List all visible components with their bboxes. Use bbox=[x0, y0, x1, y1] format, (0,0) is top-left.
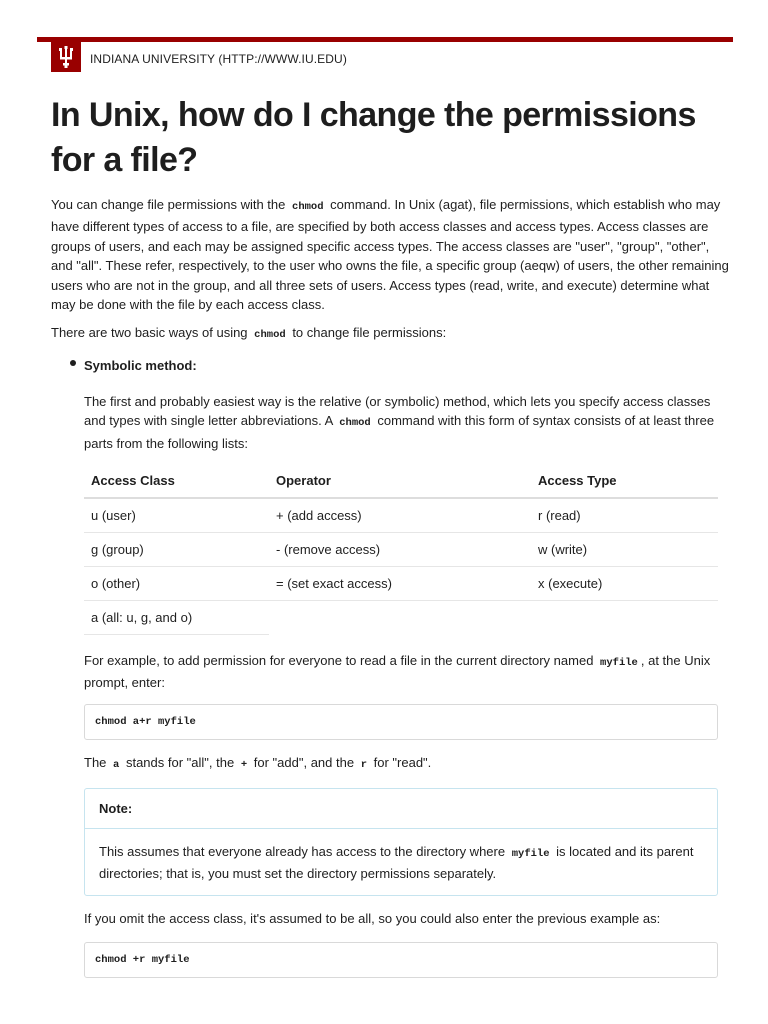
inline-code: chmod bbox=[254, 329, 286, 341]
inline-code: myfile bbox=[600, 657, 638, 669]
table-cell: + (add access) bbox=[269, 498, 531, 532]
symbolic-method-label: Symbolic method: bbox=[84, 358, 197, 373]
table-cell: a (all: u, g, and o) bbox=[84, 600, 269, 634]
iu-site-link[interactable]: INDIANA UNIVERSITY (HTTP://WWW.IU.EDU) bbox=[90, 52, 347, 66]
table-cell: = (set exact access) bbox=[269, 566, 531, 600]
code-block[interactable] bbox=[84, 704, 718, 740]
ways-paragraph: There are two basic ways of using chmod to change file permissions: bbox=[51, 325, 447, 341]
table-cell: r (read) bbox=[531, 498, 718, 532]
header-access-type: Access Type bbox=[531, 464, 718, 498]
code-command: chmod +r myfile bbox=[95, 954, 190, 966]
code-block[interactable] bbox=[84, 942, 718, 978]
header-operator: Operator bbox=[269, 464, 531, 498]
note-title: Note: bbox=[99, 801, 133, 816]
inline-code: + bbox=[240, 759, 248, 771]
table-cell: - (remove access) bbox=[269, 532, 531, 566]
note-header bbox=[85, 789, 717, 829]
table-header-row bbox=[84, 464, 718, 498]
inline-code: chmod bbox=[292, 201, 324, 213]
header-access-class: Access Class bbox=[84, 464, 269, 498]
inline-code: a bbox=[113, 759, 120, 771]
omit-paragraph: If you omit the access class, it's assumed to be all, so you could also enter the previous example as: bbox=[84, 911, 661, 926]
page-title: In Unix, how do I change the permissions for a file? bbox=[51, 96, 696, 179]
table-row bbox=[84, 498, 718, 532]
note-box bbox=[84, 788, 718, 896]
note-body: This assumes that everyone already has access to the directory where myfile is located and its parent directories; that is, you must set the directory permissions separately. bbox=[99, 844, 694, 882]
inline-code: r bbox=[360, 759, 368, 771]
table-cell: w (write) bbox=[531, 532, 718, 566]
table-cell: g (group) bbox=[84, 532, 269, 566]
symbolic-description: The first and probably easiest way is the relative (or symbolic) method, which lets you specify access classes and types with single letter abbreviations. A chmod command with this form of syntax consists of at least three parts from the following lists: bbox=[84, 394, 715, 451]
table-row bbox=[84, 600, 718, 634]
inline-code: chmod bbox=[339, 417, 371, 430]
intro-paragraph: You can change file permissions with the chmod command. In Unix (agat), file permissions, which establish who may have different types of access to a file, are specified by both access classes and access types. Access classes are groups of users, and each may be assigned specific access types. The access classes are "user", "group", "other", and "all". These refer, respectively, to the user who owns the file, a specific group (aeqw) of users, the other remaining users who are not in the group, and all three sets of users. Access types (read, write, and execute) determine what may be done with the file by each access class. bbox=[51, 197, 729, 313]
table-cell: u (user) bbox=[84, 498, 269, 532]
table-cell bbox=[531, 600, 718, 634]
iu-trident-logo-icon[interactable] bbox=[51, 42, 81, 72]
table-row bbox=[84, 532, 718, 566]
table-cell: x (execute) bbox=[531, 566, 718, 600]
bullet-marker bbox=[70, 360, 76, 366]
table-cell: o (other) bbox=[84, 566, 269, 600]
example-paragraph: For example, to add permission for everyone to read a file in the current directory named myfile , at the Unix prompt, enter: bbox=[84, 653, 711, 691]
brand-bar bbox=[37, 37, 733, 42]
explanation-paragraph: The a stands for "all", the + for "add", and the r for "read". bbox=[84, 755, 432, 771]
table-cell bbox=[269, 600, 531, 634]
table-row bbox=[84, 566, 718, 600]
code-command: chmod a+r myfile bbox=[95, 716, 196, 728]
inline-code: myfile bbox=[511, 848, 550, 860]
access-table bbox=[84, 464, 718, 635]
